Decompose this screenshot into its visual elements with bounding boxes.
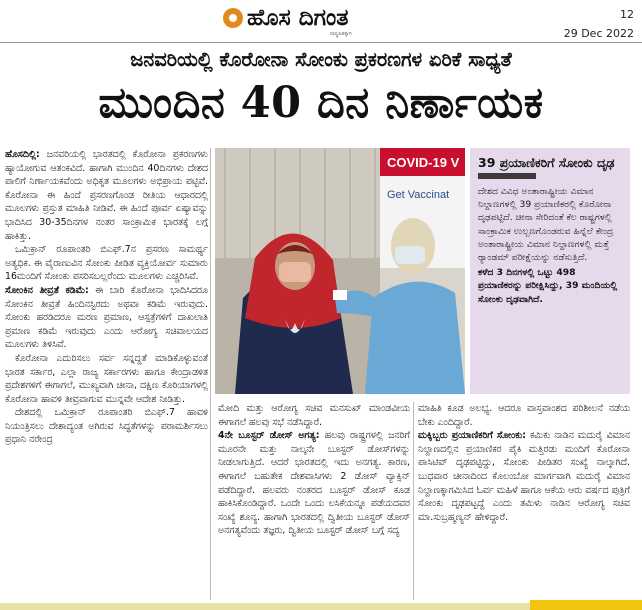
column-divider xyxy=(210,148,211,600)
paragraph: ಕೊರೋನಾ ಎದುರಿಸಲು ಸರ್ವ ಸನ್ನದ್ದತೆ ಮಾಡಿಕೊಳ್ಳುವಂತೆ ಭಾರತ ಸರ್ಕಾರ, ಎಲ್ಲಾ ರಾಜ್ಯ ಸರ್ಕಾರಗಳು ಹಾಗೂ ಕೇಂದ್ರಾಡಳಿತ ಪ್ರದೇಶಗಳಿಗೆ ಈಗಾಗಲೆ, ಮುಖ್ಯವಾಗಿ ಚೀನಾ, ದಕ್ಷಿಣ ಕೊರಿಯಾಗಳಲ್ಲಿ ಕೊರೋನಾ ಹಾವಳಿ ತೀವ್ರವಾಗುವ ಮುನ್ನವೇ ಆದೇಶ ನೀಡಿತ್ತು. xyxy=(5,352,208,405)
subheading: ಮಕ್ಕಿಬ್ಬರು ಪ್ರಯಾಣಿಕರಿಗೆ ಸೋಂಕು: xyxy=(418,430,527,442)
newspaper-logo xyxy=(223,4,348,31)
sidebar-box xyxy=(470,148,630,394)
sidebar-paragraph: ಕಳೆದ 3 ದಿನಗಳಲ್ಲಿ ಒಟ್ಟು 498 ಪ್ರಯಾಣಿಕರನ್ನು ಪರೀಕ್ಷಿಸಿದ್ದು, 39 ಮಂದಿಯಲ್ಲಿ ಸೋಂಕು ದೃಢವಾಗಿದೆ. xyxy=(478,267,618,305)
banner-text-covid: COVID-19 V xyxy=(387,155,460,170)
vaccination-illustration xyxy=(215,148,465,394)
paragraph: ಒಮಿಕ್ರಾನ್ ರೂಪಾಂತರಿ ಬಿಎಫ್.7ನ ಪ್ರಸರಣ ಸಾಮರ್ಥ್ಯ ಅತ್ಯಧಿಕ. ಈ ವೈರಾಣುವಿನ ಸೋಂಕು ಪೀಡಿತ ವ್ಯಕ್ತಿಯೋರ್ವ ಸುಮಾರು 16ಮಂದಿಗೆ ಸೋಂಕು ಪಸರಿಸಬಲ್ಲರೆಂದು ಮೂಲಗಳು ಎಚ್ಚರಿಸಿವೆ. xyxy=(5,244,208,283)
paragraph: ಹೊಸದಿಲ್ಲಿ: ಜನವರಿಯಲ್ಲಿ ಭಾರತದಲ್ಲಿ ಕೊರೋನಾ ಪ್ರಕರಣಗಳು ಹ್ಯಾಯೋಗುವ ಆತಂಕವಿದೆ. ಹಾಗಾಗಿ ಮುಂದಿನ 40ದಿನಗಳು ದೇಶದ ಪಾಲಿಗೆ ನಿರ್ಣಾಯಕವೆಂದು ಅಧಿಕೃತ ಮೂಲಗಳು ಅಭಿಪ್ರಾಯ ಪಟ್ಟಿವೆ. ಕೊರೋನಾ ಈ ಹಿಂದೆ ಪ್ರಸರಣಗೊಂಡ ರೀತಿಯ ಆಧಾರದಲ್ಲಿ ಮೂಲಗಳು ಪ್ರಸ್ತುತ ಮಾಹಿತಿ ನೀಡಿವೆ. ಈ ಹಿಂದೆ ಪೂರ್ವ ಏಷ್ಯಾವನ್ನು ಭಾದಿಸಿದ 30-35ದಿನಗಳ ನಂತರ ಸಾಂಕ್ರಾಮಿಕ ಭಾರತಕ್ಕೆ ಲಗ್ಗೆ ಹಾಕಿತ್ತು. xyxy=(5,149,208,242)
banner-text-vaccinate: Get Vaccinat xyxy=(387,189,450,201)
sidebar-accent-bar xyxy=(478,173,536,179)
paragraph: ದೇಶದಲ್ಲಿ ಒಮಿಕ್ರಾನ್ ರೂಪಾಂತರಿ ಬಿಎಫ್.7 ಹಾವಳಿ ನಿಯಂತ್ರಿಸಲು ದೇಶಾದ್ಯಂತ ಅಗಿರುವ ಸಿದ್ಧತೆಗಳನ್ನು ಪರಾಮರ್ಶಿಸಲು ಪ್ರಧಾನಿ ನರೇಂದ್ರ xyxy=(5,407,208,446)
sidebar-paragraph: ದೇಶದ ವಿವಿಧ ಅಂತಾರಾಷ್ಟ್ರೀಯ ವಿಮಾನ ನಿಲ್ದಾಣಗಳಲ್ಲಿ 39 ಪ್ರಯಾಣಿಕರಲ್ಲಿ ಕೊರೋನಾ ದೃಢಪಟ್ಟಿದೆ. ಚೀನಾ ಸೇರಿದಂತೆ ಕೆಲ ರಾಷ್ಟ್ರಗಳಲ್ಲಿ ಸಾಂಕ್ರಾಮಿಕ ಉಲ್ಬಣಗೊಂಡರುವ ಹಿನ್ನೆಲೆ ಕೇಂದ್ರ ಅಂತಾರಾಷ್ಟ್ರೀಯ ವಿಮಾನ ನಿಲ್ದಾಣಗಳಲ್ಲಿ ಮತ್ತೆ ರ್‍ಯಾಂಡಮ್ ಪರೀಕ್ಷೆಯನ್ನು ನಡೆಸುತ್ತಿದೆ. xyxy=(478,186,614,264)
paragraph: ಮೋದಿ ಮತ್ತು ಆರೋಗ್ಯ ಸಚಿವ ಮನಸುಖ್ ಮಾಂಡವೀಯ ಈಗಾಗಲೆ ಹಲವು ಸಭೆ ನಡೆಸಿದ್ದಾರೆ. xyxy=(218,403,410,428)
subheading: ಸೋಂಕಿನ ತೀವ್ರತೆ ಕಡಿಮೆ: xyxy=(5,284,89,296)
paragraph: ಮಾಹಿತಿ ಕೂಡ ಅಲಭ್ಯ. ಆದರೂ ವಾಸ್ತವಾಂಶದ ಪರಿಶೀಲನೆ ನಡೆಯ ಬೇಕು ಎಂದಿದ್ದಾರೆ. xyxy=(418,403,630,428)
page-number: 12 xyxy=(620,8,634,21)
masthead xyxy=(0,0,642,43)
paragraph: ಮಕ್ಕಿಬ್ಬರು ಪ್ರಯಾಣಿಕರಿಗೆ ಸೋಂಕು: ಕಮಿಕು ನಾಡಿನ ಮದುರೈ ವಿಮಾನ ನಿಲ್ದಾಣದಲ್ಲಿನ ಪ್ರಯಾಣಿಕರ ಪೈಕಿ ಮತ್ತಿರಡು ಮಂದಿಗೆ ಕೊರೋನಾ ಪಾಸಿಟಿವ್ ದೃಢಪಟ್ಟಿದ್ದು, ಸೋಂಕು ಪೀಡಿತರ ಸಂಖ್ಯೆ ನಾಲ್ಕಾಗಿದೆ. ಬುಧವಾರ ಚೀನಾದಿಂದ ಕೊಲಂಬೋ ಮಾರ್ಗವಾಗಿ ಮದುರೈ ವಿಮಾನ ನಿಲ್ದಾಣಕ್ಕಾಗಮಿಸಿದ ಓರ್ವ ಮಹಿಳೆ ಹಾಗೂ ಆಕೆಯ ಆರು ವರ್ಷದ ಪುತ್ರಿಗೆ ಸೋಂಕು ದೃಢಪಟ್ಟದ್ದೆ ಎಂದು ತಮಿಳು ನಾಡಿನ ಆರೋಗ್ಯ ಸಚಿವ ಮಾ.ಸುಬ್ರಹ್ಮಣ್ಯನ್ ಹೇಳಿದ್ದಾರೆ. xyxy=(418,430,630,523)
subheading: 4ನೇ ಬೂಸ್ಟರ್ ಡೋಸ್ ಅಗತ್ಯ: xyxy=(218,430,320,442)
column-divider xyxy=(413,402,414,600)
logo-emblem-icon xyxy=(223,8,243,28)
logo-tagline: ರಾಷ್ಟ್ರಹಿತಕ್ಕಾಗಿ xyxy=(330,31,352,37)
vaccination-photo xyxy=(215,148,465,394)
paragraph: 4ನೇ ಬೂಸ್ಟರ್ ಡೋಸ್ ಅಗತ್ಯ: ಹಲವು ರಾಷ್ಟ್ರಗಳಲ್ಲಿ ಜನರಿಗೆ ಮೂರನೇ ಮತ್ತು ನಾಲ್ಕನೇ ಬೂಸ್ಟರ್ ಡೋಸ್‌ಗಳನ್ನು ನೀಡಲಾಗುತ್ತಿದೆ. ಆದರೆ ಭಾರತದಲ್ಲಿ ಇದು ಅನಗತ್ಯ. ಕಾರಣ, ಈಗಾಗಲೆ ಬಹುತೇಕ ದೇಶವಾಸಿಗಳು 2 ಡೋಸ್ ವ್ಯಾಕ್ಸಿನ್ ಪಡೆದಿದ್ದಾರೆ. ಹಲವರು ನಂತರದ ಬೂಸ್ಟರ್ ಡೋಸ್ ಕೂಡ ಹಾಕಿಸಿಕೊಂಡಿದ್ದಾರೆ. ಒಂದೇ ಒಂದು ಲಸಿಕೆಯನ್ನೂ ಪಡೆಯದವರ ಸಂಖ್ಯೆ ಶೂನ್ಯ. ಹಾಗಾಗಿ ಭಾರತದಲ್ಲಿ ದ್ವಿತೀಯ ಬೂಸ್ಟರ್ ಡೋಸ್ ಅನಗತ್ಯವೆಂದು ತಜ್ಞರು, ದ್ವಿತೀಯ ಬೂಸ್ಟರ್ ಡೋಸ್ ಬಗ್ಗೆ ಸದ್ಯ xyxy=(218,430,410,537)
logo-text: ಹೊಸ ದಿಗಂತ xyxy=(247,4,349,31)
issue-date: 29 Dec 2022 xyxy=(563,27,634,40)
article-column-right xyxy=(418,402,630,600)
article-column-left xyxy=(5,148,208,600)
paragraph: ಸೋಂಕಿನ ತೀವ್ರತೆ ಕಡಿಮೆ: ಈ ಬಾರಿ ಕೊರೋನಾ ಭಾದಿಸಿದರೂ ಸೋಂಕಿನ ತೀವ್ರತೆ ಹಿಂದಿನಸ್ಟಿರದು ಅಥವಾ ಕಡಿಮೆ ಇರುವುದು. ಸೋಂಕು ಹರಡಿದರೂ ಮರಣ ಪ್ರಮಾಣ, ಆಸ್ಪತ್ರೆಗಳಿಗೆ ದಾಖಲಾತಿ ಪ್ರಮಾಣ ಕಡಿಮೆ ಇರುವುದು ಎಂದು ಆರೋಗ್ಯ ಸಚಿವಾಲಯದ ಮೂಲಗಳು ತಿಳಿಸಿವೆ. xyxy=(5,284,208,351)
bottom-accent-band xyxy=(530,600,642,610)
dateline: ಹೊಸದಿಲ್ಲಿ: xyxy=(5,149,40,160)
kicker-headline: ಜನವರಿಯಲ್ಲಿ ಕೊರೋನಾ ಸೋಂಕು ಪ್ರಕರಣಗಳ ಏರಿಕೆ ಸಾಧ್ಯತೆ xyxy=(130,48,512,71)
main-headline: ಮುಂದಿನ 40 ದಿನ ನಿರ್ಣಾಯಕ xyxy=(98,78,544,128)
article-column-middle xyxy=(218,402,410,600)
sidebar-title: 39 ಪ್ರಯಾಣಿಕರಿಗೆ ಸೋಂಕು ದೃಢ xyxy=(478,155,615,170)
